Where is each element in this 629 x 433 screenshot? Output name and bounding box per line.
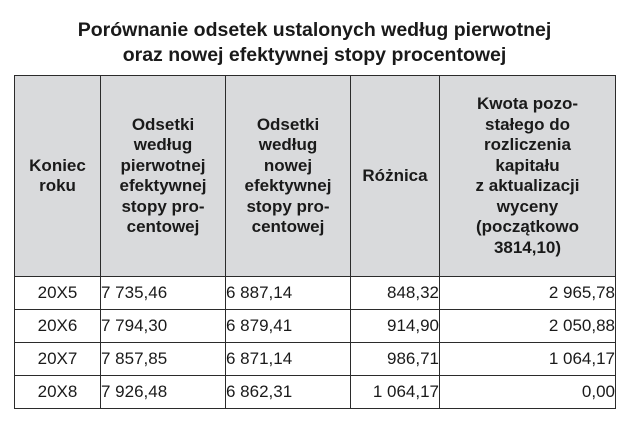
cell-new-interest: 6 887,14 xyxy=(226,277,351,310)
header-new-rate-interest: Odsetki według nowej efektywnej stopy pro- centowej xyxy=(226,76,351,277)
interest-comparison-table xyxy=(14,75,616,409)
title-line-1: Porównanie odsetek ustalonych według pierwotnej xyxy=(77,19,552,41)
cell-year: 20X7 xyxy=(15,343,101,376)
cell-remaining-amount: 1 064,17 xyxy=(440,343,616,376)
page-title xyxy=(0,18,629,68)
table-row xyxy=(15,376,616,409)
cell-new-interest: 6 879,41 xyxy=(226,310,351,343)
table-row xyxy=(15,310,616,343)
table-row xyxy=(15,277,616,310)
header-row xyxy=(15,76,616,277)
cell-original-interest: 7 794,30 xyxy=(101,310,226,343)
cell-year: 20X6 xyxy=(15,310,101,343)
cell-difference: 914,90 xyxy=(351,310,440,343)
cell-original-interest: 7 857,85 xyxy=(101,343,226,376)
table-body xyxy=(15,277,616,409)
cell-original-interest: 7 926,48 xyxy=(101,376,226,409)
cell-year: 20X8 xyxy=(15,376,101,409)
cell-remaining-amount: 2 965,78 xyxy=(440,277,616,310)
table-header xyxy=(15,76,616,277)
cell-difference: 1 064,17 xyxy=(351,376,440,409)
title-line-2: oraz nowej efektywnej stopy procentowej xyxy=(122,44,507,66)
table-row xyxy=(15,343,616,376)
cell-remaining-amount: 2 050,88 xyxy=(440,310,616,343)
cell-difference: 986,71 xyxy=(351,343,440,376)
header-remaining-amount: Kwota pozo- stałego do rozliczenia kapitału z aktualizacji wyceny (początkowo 3814,10) xyxy=(440,76,616,277)
header-original-rate-interest: Odsetki według pierwotnej efektywnej stopy pro- centowej xyxy=(101,76,226,277)
cell-new-interest: 6 862,31 xyxy=(226,376,351,409)
cell-new-interest: 6 871,14 xyxy=(226,343,351,376)
header-year-end: Koniec roku xyxy=(15,76,101,277)
header-difference: Różnica xyxy=(351,76,440,277)
cell-year: 20X5 xyxy=(15,277,101,310)
cell-difference: 848,32 xyxy=(351,277,440,310)
cell-remaining-amount: 0,00 xyxy=(440,376,616,409)
cell-original-interest: 7 735,46 xyxy=(101,277,226,310)
